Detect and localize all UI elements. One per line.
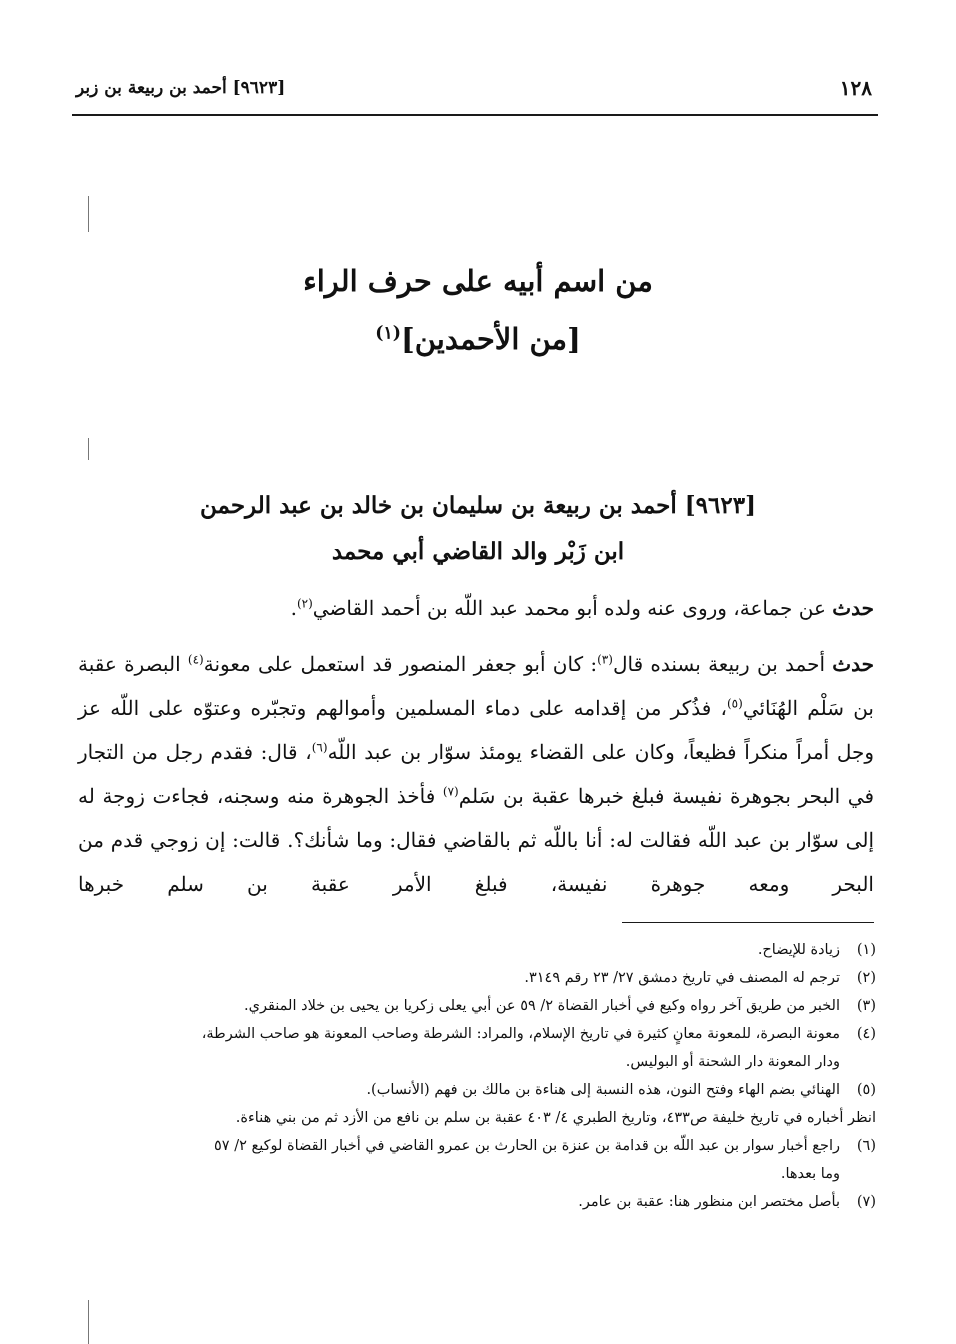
section-title	[100, 264, 856, 298]
footnote	[76, 1076, 876, 1132]
footnote-number: (١)	[856, 942, 876, 958]
entry-heading-continued	[100, 538, 856, 565]
body-paragraph	[78, 586, 874, 630]
footnote-text	[76, 992, 840, 1020]
paragraph-text: ، قال: فقدم رجل من التجار في البحر بجوهرة نفيسة فبلغ خبرها عقبة بن سَلم	[78, 740, 874, 808]
footnote-ref[interactable]: (٧)	[442, 784, 459, 799]
footnote-text	[76, 1076, 876, 1132]
footnote-ref[interactable]: (١)	[375, 323, 401, 344]
paragraph-text: .	[290, 596, 297, 620]
footnote-number: (٤)	[856, 1026, 876, 1042]
footnote-number: (٧)	[856, 1194, 876, 1210]
footnote-line: الخبر من طريق آخر رواه وكيع في أخبار القضاة ٢/ ٥٩ عن أبي يعلى زكريا بن يحيى بن خلاد المنقري.	[244, 998, 840, 1014]
running-header-title: [٩٦٢٣] أحمد بن ربيعة بن زبر	[76, 78, 286, 98]
paragraph-text: عن جماعة، وروى عنه ولده أبو محمد عبد اللّه بن أحمد القاضي	[312, 596, 833, 620]
footnote-extra-line: انظر أخباره في تاريخ خليفة ص٤٣٣، وتاريخ الطبري ٤/ ٤٠٣ عقبة بن سلم بن نافع من الأزد ثم من بني هناءة.	[235, 1110, 876, 1126]
body-paragraph	[78, 642, 874, 906]
footnote	[76, 992, 876, 1020]
footnote-line: ترجم له المصنف في تاريخ دمشق ٢٧/ ٢٣ رقم ٣١٤٩.	[524, 970, 840, 986]
paragraph-text: ، فذُكر من إقدامه على دماء المسلمين وأموالهم وتجبّره وعتوّه على اللّه عز وجل أمراً منكراً فظيعاً، وكان على القضاء يومئذ سوّار بن عبد اللّه	[78, 696, 874, 764]
footnote-continuation: ودار المعونة دار الشحنة أو البوليس.	[625, 1054, 840, 1070]
footnote-line: بأصل مختصر ابن منظور هنا: عقبة بن عامر.	[578, 1194, 840, 1210]
footnote-text	[76, 936, 840, 964]
header-rule	[72, 114, 878, 116]
paragraph-text: : كان أبو جعفر المنصور قد استعمل على معونة	[203, 652, 598, 676]
footnote-ref[interactable]: (٦)	[311, 740, 328, 755]
footnote	[76, 1020, 876, 1076]
footnote-number: (٣)	[856, 998, 876, 1014]
footnote-text	[76, 1132, 840, 1188]
margin-tick	[88, 438, 89, 460]
footnote-line: زيادة للإيضاح.	[757, 942, 840, 958]
paragraph-text: البصرة عقبة بن سَلْم الهُنَائي	[78, 652, 874, 720]
footnote	[76, 1132, 876, 1188]
footnote-separator	[622, 922, 874, 923]
footnote-text	[76, 1188, 840, 1216]
footnote-line: راجع أخبار سوار بن عبد اللّه بن قدامة بن عنزة بن الحارث بن عمرو القاضي في أخبار القضاة لوكيع ٢/ ٥٧	[214, 1138, 840, 1154]
footnote-line: الهنائي بضم الهاء وفتح النون، هذه النسبة إلى هناءة بن مالك بن فهم (الأنساب).	[366, 1082, 840, 1098]
paragraph-lead: حدث	[832, 596, 874, 620]
paragraph-text: فأخذ الجوهرة منه وسجنه، فجاءت زوجة له إلى سوّار بن عبد اللّه فقالت له: أنا باللّه ثم بالقاضي فقال: وما شأنك؟. قالت: إن زوجي قدم من البحر ومعه جوهرة نفيسة، فبلغ الأمر عقبة بن سلم خبرها	[78, 784, 874, 896]
footnote-ref[interactable]: (٢)	[296, 596, 313, 611]
running-header	[72, 72, 878, 116]
margin-tick	[88, 196, 89, 232]
paragraph-lead: حدث	[832, 652, 874, 676]
entry-heading-line2: ابن زَبْر والد القاضي أبي محمد	[331, 538, 625, 565]
footnote-ref[interactable]: (٤)	[187, 652, 204, 667]
section-title-text: من اسم أبيه على حرف الراء	[303, 264, 653, 298]
footnote-text	[76, 964, 840, 992]
section-subtitle	[100, 322, 856, 356]
footnote-number: (٢)	[856, 970, 876, 986]
footnote-ref[interactable]: (٥)	[726, 696, 743, 711]
footnote-number: (٦)	[856, 1138, 876, 1154]
entry-heading	[100, 492, 856, 519]
entry-heading-line1: [٩٦٢٣] أحمد بن ربيعة بن سليمان بن خالد بن عبد الرحمن	[200, 492, 756, 519]
footnote-line: معونة البصرة، للمعونة معانٍ كثيرة في تاريخ الإسلام، والمراد: الشرطة وصاحب المعونة هو صاحب الشرطة،	[201, 1026, 840, 1042]
margin-tick	[88, 1300, 89, 1344]
footnote	[76, 1188, 876, 1216]
page-number: ١٢٨	[839, 76, 872, 100]
footnotes	[76, 936, 876, 1216]
footnote-text	[76, 1020, 840, 1076]
footnote-continuation: وما بعدها.	[780, 1166, 840, 1182]
paragraph-text: أحمد بن ربيعة بسنده قال	[612, 652, 833, 676]
footnote	[76, 936, 876, 964]
footnote-ref[interactable]: (٣)	[597, 652, 613, 667]
section-subtitle-text: [من الأحمدين]	[401, 322, 581, 356]
footnote	[76, 964, 876, 992]
footnote-number: (٥)	[856, 1082, 876, 1098]
